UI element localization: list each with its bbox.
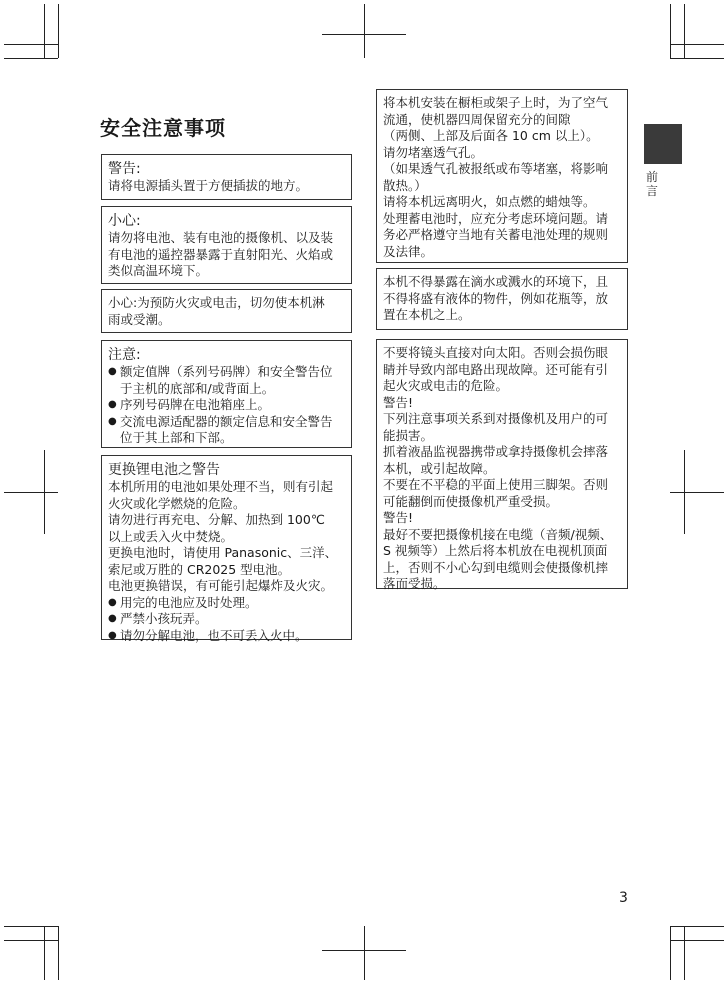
box-text: 警告! <box>383 510 414 525</box>
crop-mark <box>364 4 365 58</box>
list-item-text: 于主机的底部和/或背面上。 <box>120 380 275 396</box>
box-text: 起火灾或电击的危险。 <box>383 378 509 393</box>
box-text: 不要将镜头直接对向太阳。否则会损伤眼 <box>383 345 609 360</box>
crop-mark <box>44 926 45 980</box>
list-item-text: ● 严禁小孩玩弄。 <box>120 611 208 626</box>
box-heading: 注意: <box>108 347 141 363</box>
box-text: 类似高温环境下。 <box>108 263 209 278</box>
box-text: 及法律。 <box>383 243 434 259</box>
box-text: 不得将盛有液体的物件，例如花瓶等，放 <box>383 290 609 306</box>
section-label: 前言 <box>646 170 659 198</box>
crop-mark <box>670 926 724 927</box>
list-item <box>108 414 345 447</box>
box-text: S 视频等）上然后将本机放在电视机顶面 <box>383 543 608 558</box>
box-text: 上，否则不小心勾到电缆则会使摄像机摔 <box>383 559 609 575</box>
crop-mark <box>58 4 59 58</box>
box-text: 本机，或引起故障。 <box>383 460 496 476</box>
crop-mark <box>670 492 724 493</box>
warning-box-plug <box>101 154 352 200</box>
crop-mark <box>58 926 59 980</box>
box-text: 雨或受潮。 <box>108 311 171 327</box>
crop-mark <box>322 34 406 35</box>
box-text: 散热。） <box>383 177 427 193</box>
box-text: 请将电源插头置于方便插拔的地方。 <box>108 178 309 193</box>
lithium-battery-warning-box <box>101 455 352 643</box>
box-text: 能损害。 <box>383 427 434 443</box>
box-text: 请勿将电池、装有电池的摄像机、以及装 <box>108 230 334 245</box>
box-text: 落而受损。 <box>383 576 446 591</box>
box-text: 处理蓄电池时，应充分考虑环境问题。请 <box>383 210 609 226</box>
box-text: 置在本机之上。 <box>383 307 471 322</box>
box-text: 请勿堵塞透气孔。 <box>383 144 484 160</box>
list-item <box>108 397 345 414</box>
list-item <box>108 595 345 612</box>
lens-and-handling-warning-box <box>376 339 628 589</box>
page-number: 3 <box>619 890 628 906</box>
box-text: 务必严格遵守当地有关蓄电池处理的规则 <box>383 227 609 242</box>
box-text: 本机所用的电池如果处理不当，则有引起 <box>108 479 334 494</box>
crop-mark <box>44 4 45 58</box>
page-title: 安全注意事项 <box>100 116 226 140</box>
box-heading: 更换锂电池之警告 <box>108 462 220 478</box>
box-text: 请将本机远离明火，如点燃的蜡烛等。 <box>383 194 596 209</box>
box-text: 抓着液晶监视器携带或拿持摄像机会摔落 <box>383 444 609 459</box>
box-text: 睛并导致内部电路出现故障。还可能有引 <box>383 361 609 377</box>
box-text: 不要在不平稳的平面上使用三脚架。否则 <box>383 477 609 492</box>
list-item-text: ● 序列号码牌在电池箱座上。 <box>120 397 271 412</box>
crop-mark <box>670 940 724 941</box>
crop-mark <box>670 44 724 45</box>
box-text: 小心:为预防火灾或电击，切勿使本机淋 <box>108 295 325 310</box>
box-text: 索尼或万胜的 CR2025 型电池。 <box>108 561 291 577</box>
box-text: 最好不要把摄像机接在电缆（音频/视频、 <box>383 526 613 542</box>
crop-mark <box>4 926 58 927</box>
box-text: 火灾或化学燃烧的危险。 <box>108 495 246 511</box>
box-text: （如果透气孔被报纸或布等堵塞，将影响 <box>383 161 609 176</box>
crop-mark <box>4 940 58 941</box>
box-text: 更换电池时，请使用 Panasonic、三洋、 <box>108 545 338 560</box>
box-text: 流通，使机器四周保留充分的间隙 <box>383 111 571 127</box>
list-item <box>108 611 345 628</box>
crop-mark <box>684 926 685 980</box>
box-text: 以上或丢入火中焚烧。 <box>108 528 234 544</box>
box-text: 将本机安装在橱柜或架子上时，为了空气 <box>383 95 609 110</box>
list-item <box>108 628 345 645</box>
box-text: 请勿进行再充电、分解、加热到 100℃ <box>108 512 325 527</box>
box-text: 本机不得暴露在滴水或溅水的环境下，且 <box>383 274 609 289</box>
crop-mark <box>4 58 58 59</box>
crop-mark <box>670 58 724 59</box>
list-item-text: 位于其上部和下部。 <box>120 430 233 445</box>
list-item-text: ● 用完的电池应及时处理。 <box>120 594 258 610</box>
crop-mark <box>4 492 58 493</box>
crop-mark <box>4 44 58 45</box>
installation-notice-box <box>376 89 628 263</box>
water-notice-box <box>376 268 628 330</box>
section-tab <box>644 124 682 164</box>
box-text: 有电池的遥控器暴露于直射阳光、火焰或 <box>108 246 334 262</box>
crop-mark <box>322 950 406 951</box>
box-heading: 警告: <box>108 161 141 177</box>
box-text: 警告! <box>383 394 414 410</box>
crop-mark <box>670 926 671 980</box>
caution-box-rain <box>101 289 352 333</box>
caution-box-battery-heat <box>101 206 352 284</box>
crop-mark <box>670 4 671 58</box>
box-text: （两侧、上部及后面各 10 cm 以上）。 <box>383 128 599 143</box>
crop-mark <box>684 4 685 58</box>
box-text: 可能翻倒而使摄像机严重受损。 <box>383 493 559 509</box>
box-text: 电池更换错误，有可能引起爆炸及火灾。 <box>108 578 334 593</box>
list-item-text: ● 交流电源适配器的额定信息和安全警告 <box>120 413 333 429</box>
box-text: 下列注意事项关系到对摄像机及用户的可 <box>383 411 609 426</box>
list-item-text: ● 请勿分解电池，也不可丢入火中。 <box>120 627 308 643</box>
notice-box-labels <box>101 340 352 448</box>
box-heading: 小心: <box>108 213 141 229</box>
list-item-text: ● 额定值牌（系列号码牌）和安全警告位 <box>120 364 333 379</box>
list-item <box>108 364 345 397</box>
crop-mark <box>364 926 365 980</box>
